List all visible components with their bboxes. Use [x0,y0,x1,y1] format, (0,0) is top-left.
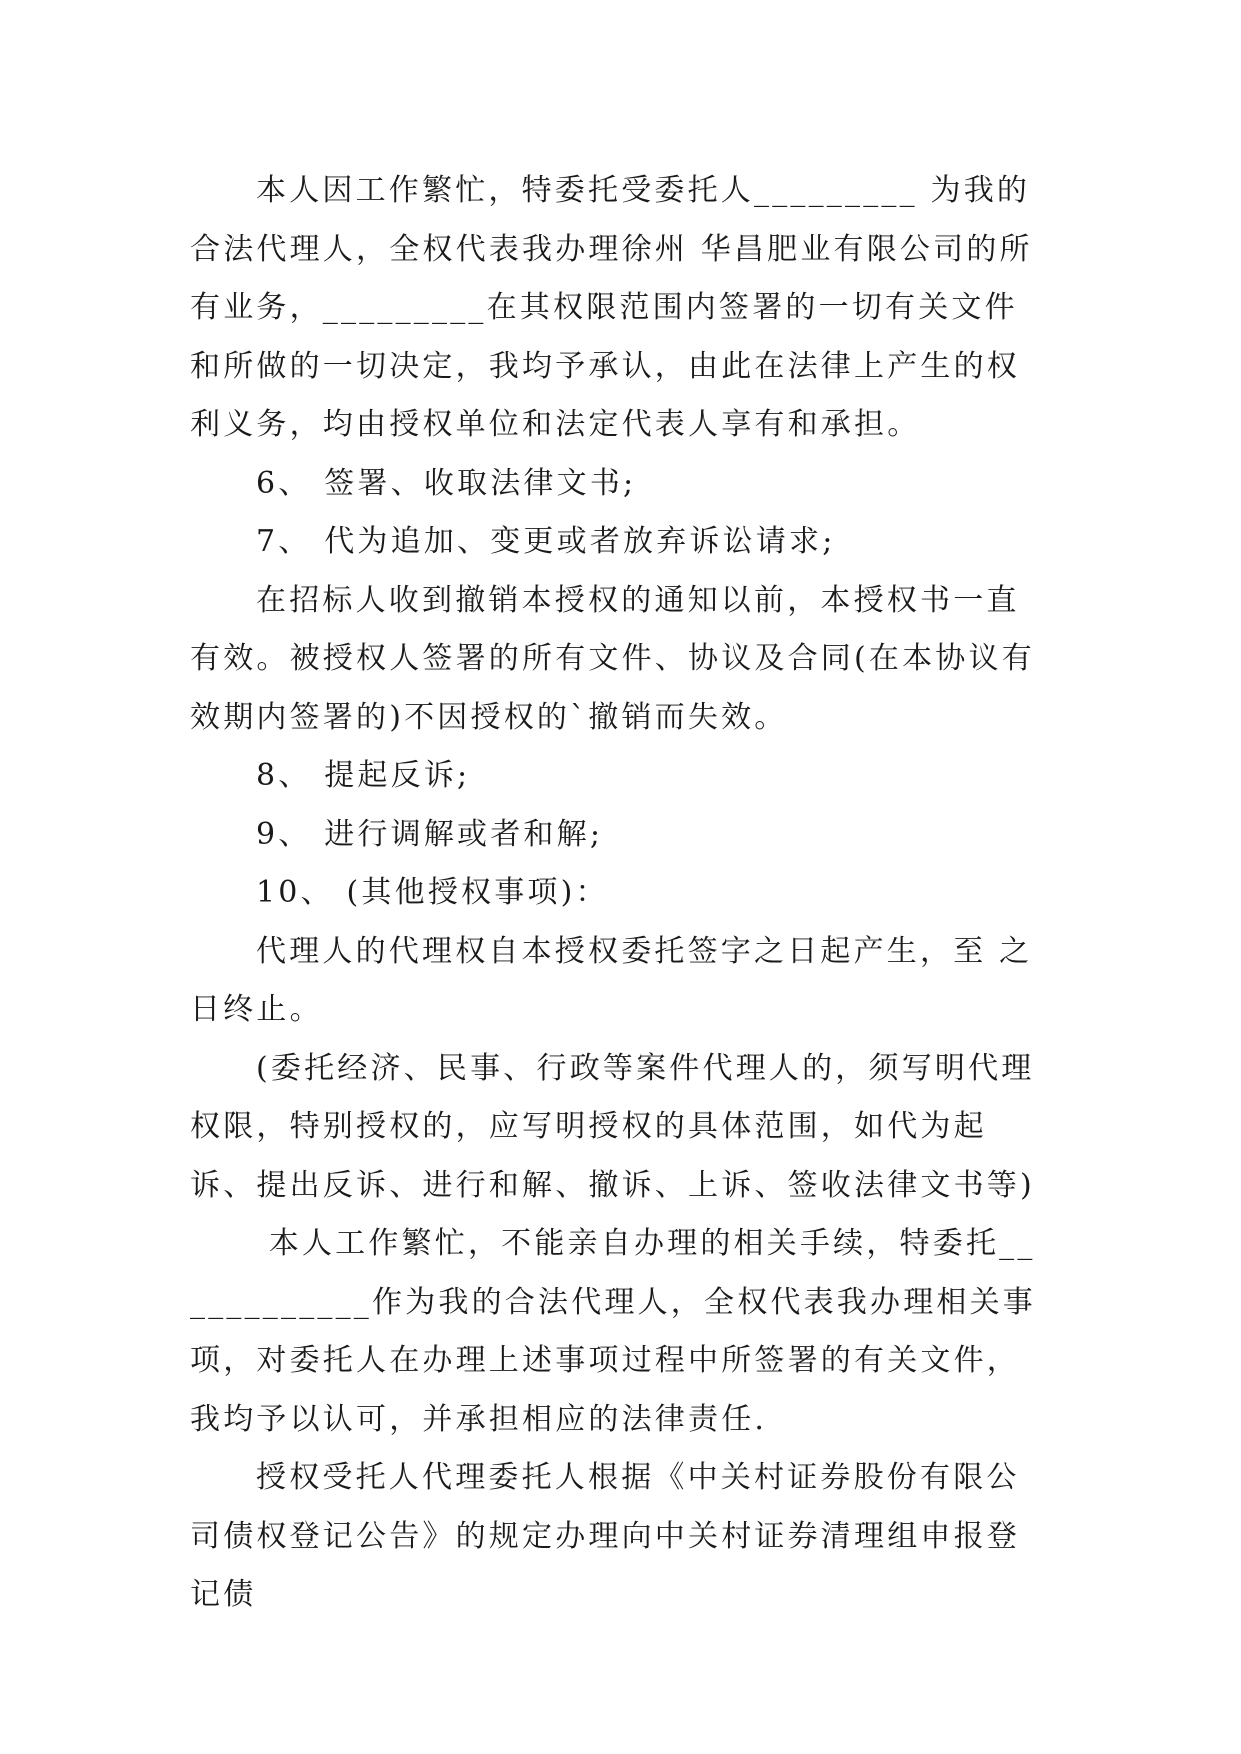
list-item-9: 9、 进行调解或者和解; [256,816,604,852]
paragraph-note: (委托经济、民事、行政等案件代理人的，须写明代理权限，特别授权的，应写明授权的具体范围，如代为起诉、提出反诉、进行和解、撤诉、上诉、签收法律文书等) [190,1050,1035,1203]
list-item-10: 10、 (其他授权事项)： [256,875,609,910]
list-item-8: 8、 提起反诉; [256,758,471,793]
paragraph-authorization: 本人因工作繁忙，特委托受委托人_________ 为我的合法代理人，全权代表我办理徐州 华昌肥业有限公司的所有业务，_________在其权限范围内签署的一切有关文件和所做的一切决定，我均予承认，由此在法律上产生的权利义务，均由授权单位和法定代表人享有和承担。 [190,173,1033,442]
list-item-7: 7、 代为追加、变更或者放弃诉讼请求; [256,524,836,559]
document-body [190,162,1050,1625]
paragraph-validity: 在招标人收到撤销本授权的通知以前，本授权书一直有效。被授权人签署的所有文件、协议及合同(在本协议有效期内签署的)不因授权的`撤销而失效。 [190,582,1035,735]
paragraph-term: 代理人的代理权自本授权委托签字之日起产生，至 之日终止。 [190,933,1033,1027]
list-item-6: 6、 签署、收取法律文书; [256,465,637,501]
paragraph-zhongguancun: 授权受托人代理委托人根据《中关村证券股份有限公司债权登记公告》的规定办理向中关村证券清理组申报登记债 [190,1460,1020,1612]
paragraph-busy-authorization: 本人工作繁忙，不能亲自办理的相关手续，特委托____________作为我的合法代理人，全权代表我办理相关事项，对委托人在办理上述事项过程中所签署的有关文件，我均予以认可，并承担相应的法律责任. [190,1226,1036,1437]
